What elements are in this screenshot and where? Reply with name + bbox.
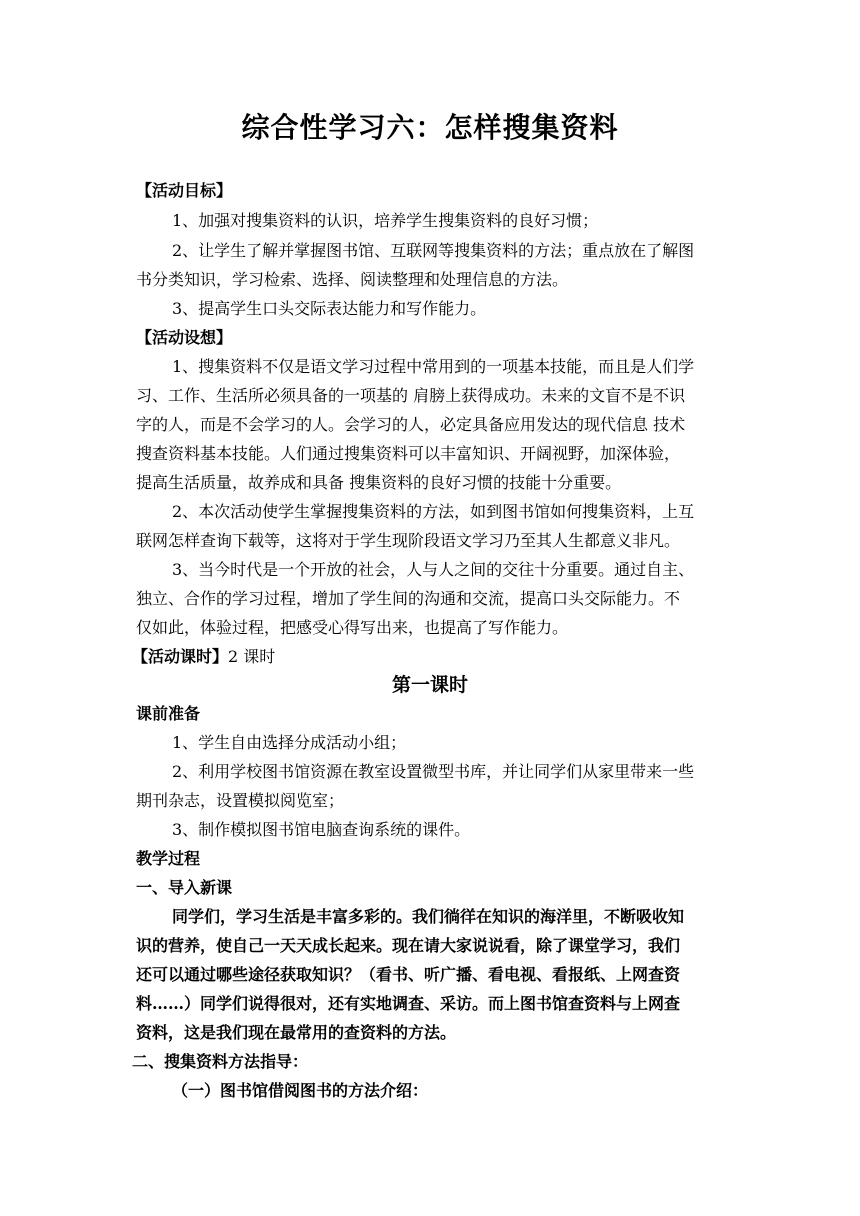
design-line: 2、本次活动使学生掌握搜集资料的方法，如到图书馆如何搜集资料，上互 xyxy=(172,502,695,521)
design-line: 字的人，而是不会学习的人。会学习的人，必定具备应用发达的现代信息 技术 xyxy=(136,415,686,434)
design-heading: 【活动设想】 xyxy=(136,328,233,347)
design-line: 独立、合作的学习过程，增加了学生间的沟通和交流，提高口头交际能力。不 xyxy=(136,589,681,608)
intro-line: 还可以通过哪些途径获取知识？（看书、听广播、看电视、看报纸、上网查资 xyxy=(136,965,681,984)
design-line: 1、搜集资料不仅是语文学习过程中常用到的一项基本技能，而且是人们学 xyxy=(172,357,695,376)
design-line: 搜查资料基本技能。人们通过搜集资料可以丰富知识、开阔视野，加深体验， xyxy=(136,444,681,463)
intro-line: 资料，这是我们现在最常用的查资料的方法。 xyxy=(136,1023,457,1042)
design-line: 联网怎样查询下载等，这将对于学生现阶段语文学习乃至其人生都意义非凡。 xyxy=(136,531,681,550)
prep-heading: 课前准备 xyxy=(136,704,201,723)
goal-line: 1、加强对搜集资料的认识，培养学生搜集资料的良好习惯； xyxy=(172,211,599,230)
prep-line: 期刊杂志，设置模拟阅览室； xyxy=(136,791,345,810)
hours-heading: 【活动课时】 xyxy=(132,647,229,666)
prep-line: 3、制作模拟图书馆电脑查询系统的课件。 xyxy=(172,820,471,839)
intro-line: 料……）同学们说得很对，还有实地调查、采访。而上图书馆查资料与上网查 xyxy=(136,994,681,1013)
goal-line: 书分类知识，学习检索、选择、阅读整理和处理信息的方法。 xyxy=(136,270,569,289)
process-heading: 教学过程 xyxy=(136,849,201,868)
lesson-one-heading: 第一课时 xyxy=(391,674,468,696)
design-line: 仅如此，体验过程，把感受心得写出来，也提高了写作能力。 xyxy=(136,618,569,637)
design-line: 提高生活质量，故养成和具备 搜集资料的良好习惯的技能十分重要。 xyxy=(136,473,622,492)
goal-line: 3、提高学生口头交际表达能力和写作能力。 xyxy=(172,299,487,318)
page-title: 综合性学习六：怎样搜集资料 xyxy=(241,111,619,144)
hours-value: 2 课时 xyxy=(228,647,276,666)
prep-line: 2、利用学校图书馆资源在教室设置微型书库，并让同学们从家里带来一些 xyxy=(172,762,695,781)
sub-heading: （一）图书馆借阅图书的方法介绍： xyxy=(172,1081,429,1100)
hours-row xyxy=(132,646,275,668)
design-line: 3、当今时代是一个开放的社会，人与人之间的交往十分重要。通过自主、 xyxy=(172,560,695,579)
intro-line: 同学们，学习生活是丰富多彩的。我们徜徉在知识的海洋里，不断吸收知 xyxy=(172,907,685,926)
method-heading: 二、搜集资料方法指导： xyxy=(132,1052,309,1071)
intro-line: 识的营养，使自己一天天成长起来。现在请大家说说看，除了课堂学习，我们 xyxy=(136,936,681,955)
design-line: 习、工作、生活所必须具备的一项基的 肩膀上获得成功。未来的文盲不是不识 xyxy=(136,386,686,405)
prep-line: 1、学生自由选择分成活动小组； xyxy=(172,733,407,752)
goal-line: 2、让学生了解并掌握图书馆、互联网等搜集资料的方法；重点放在了解图 xyxy=(172,241,695,260)
intro-heading: 一、导入新课 xyxy=(136,878,233,897)
goals-heading: 【活动目标】 xyxy=(136,181,233,200)
